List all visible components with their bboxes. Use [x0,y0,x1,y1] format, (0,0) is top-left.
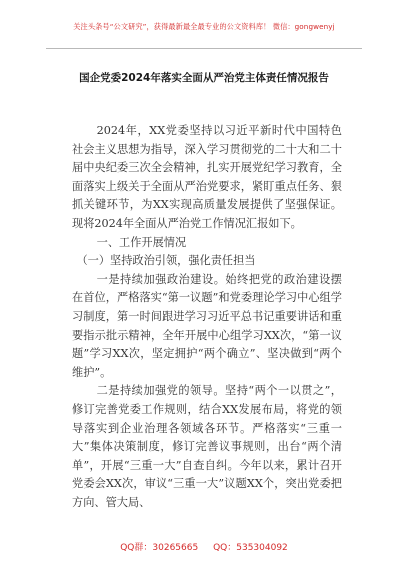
document-body [72,122,342,512]
header-rule [46,48,362,49]
qq-group-text: QQ群：30265665 [120,543,199,553]
qq-number-text: QQ：535304092 [213,543,288,553]
subsection-heading: （一）坚持政治引领，强化责任担当 [76,254,256,268]
paragraph-intro: 2024年，XX党委坚持以习近平新时代中国特色社会主义思想为指导，深入学习贯彻党的二十大和二十届中央纪委三次全会精神，扎实开展党纪学习教育，全面落实上级关于全面从严治党要求，紧盯重点任务、狠抓关键环节，为XX实现高质量发展提供了坚强保证。现将2024年全面从严治党工作情况汇报如下。 [72,124,342,230]
footer-contact [0,540,408,553]
paragraph-party-leadership: 二是持续加强党的领导。坚持“两个一以贯之”，修订完善党委工作规则，结合XX发展布局，将党的领导落实到企业治理各领域各环节。严格落实“三重一大”集体决策制度，修订完善议事规则，出台“两个清单”，开展“三重一大”自查自纠。今年以来，累计召开党委会XX次，审议“三重一大”议题XX个，突出党委把方向、管大局、 [72,384,342,509]
document-title: 国企党委2024年落实全面从严治党主体责任情况报告 [79,72,329,84]
section-heading: 一、工作开展情况 [96,235,187,249]
paragraph-political-building: 一是持续加强政治建设。始终把党的政治建设摆在首位，严格落实“第一议题”和党委理论学习中心组学习制度，第一时间跟进学习习近平总书记重要讲话和重要指示批示精神，全年开展中心组学习XX次，“第一议题”学习XX次，坚定拥护“两个确立”、坚决做到“两个维护”。 [72,272,342,379]
promo-banner: 关注头条号“公文研究”，获得最新最全最专业的公文资料库！ 微信：gongwenyj [73,22,335,31]
